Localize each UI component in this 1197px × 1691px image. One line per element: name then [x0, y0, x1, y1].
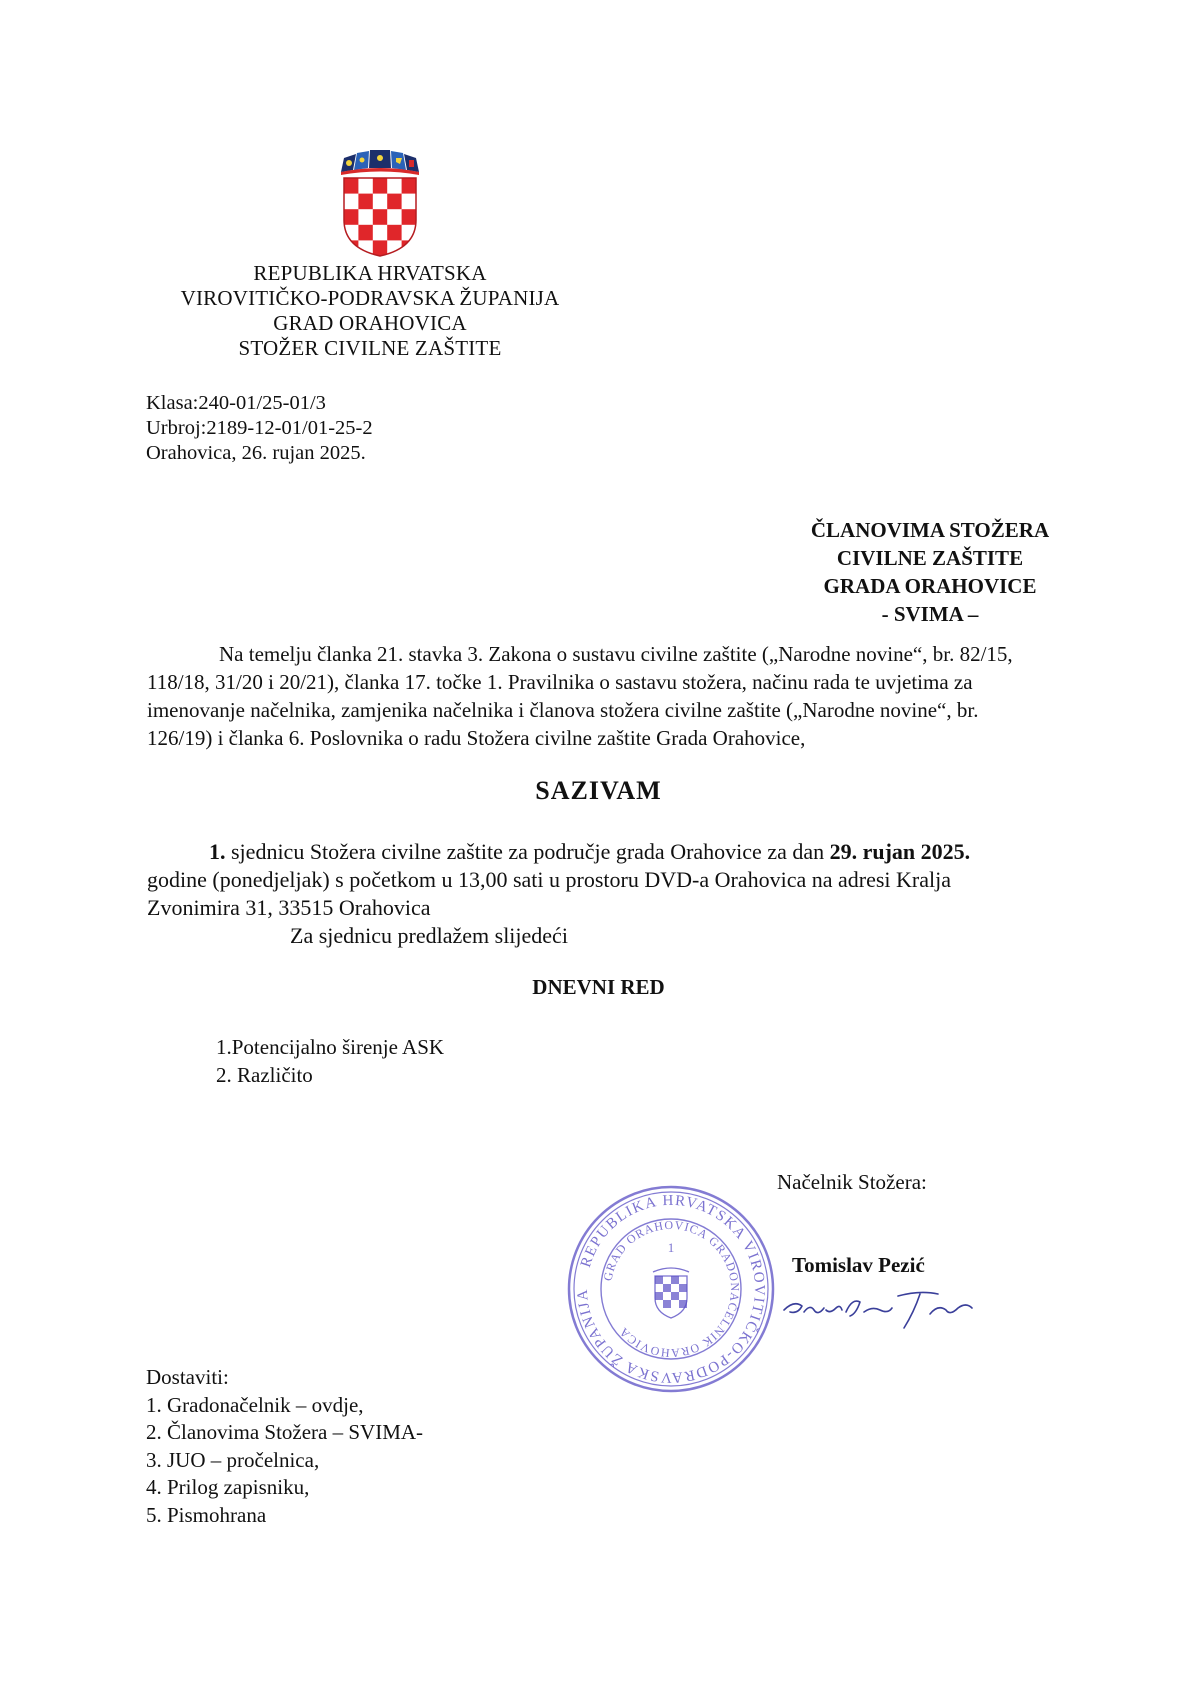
- delivery-title: Dostaviti:: [146, 1365, 229, 1389]
- delivery-item: 4. Prilog zapisniku,: [146, 1475, 310, 1499]
- handwritten-signature-icon: [780, 1290, 980, 1336]
- sazivam-heading: SAZIVAM: [535, 776, 662, 805]
- recipient-line: - SVIMA –: [881, 602, 979, 626]
- session-date: 29. rujan 2025.: [829, 839, 971, 864]
- session-number: 1.: [209, 839, 226, 864]
- paragraph-line: 126/19) i članka 6. Poslovnika o radu Stožera civilne zaštite Grada Orahovice,: [147, 726, 806, 750]
- recipient-line: ČLANOVIMA STOŽERA: [810, 518, 1050, 542]
- document-date: Orahovica, 26. rujan 2025.: [146, 442, 366, 464]
- delivery-item: 2. Članovima Stožera – SVIMA-: [146, 1420, 424, 1444]
- document-references: [146, 391, 373, 466]
- paragraph-line: Zvonimira 31, 33515 Orahovica: [147, 895, 431, 920]
- paragraph-line: Na temelju članka 21. stavka 3. Zakona o sustavu civilne zaštite („Narodne novine“, br. 82/15,: [219, 642, 1013, 666]
- klasa: Klasa:240-01/25-01/3: [146, 392, 326, 414]
- letterhead-department: STOŽER CIVILNE ZAŠTITE: [238, 336, 502, 360]
- letterhead-county: VIROVITIČKO-PODRAVSKA ŽUPANIJA: [180, 286, 560, 310]
- delivery-list: [146, 1364, 423, 1529]
- session-paragraph: [147, 838, 1067, 950]
- paragraph-line: godine (ponedjeljak) s početkom u 13,00 sati u prostoru DVD-a Orahovica na adresi Kralja: [147, 867, 951, 892]
- letterhead: [160, 261, 580, 361]
- agenda-list: [216, 1033, 444, 1089]
- stamp-number: 1: [667, 1240, 675, 1255]
- paragraph-line: [147, 838, 1067, 866]
- stamp-outer-text: REPUBLIKA HRVATSKA VIROVITIČKO-PODRAVSKA ŽUPANIJA: [574, 1192, 768, 1386]
- urbroj: Urbroj:2189-12-01/01-25-2: [146, 417, 373, 439]
- legal-basis-paragraph: [147, 640, 1057, 752]
- official-stamp-icon: [565, 1180, 777, 1398]
- paragraph-line: imenovanje načelnika, zamjenika načelnika i članova stožera civilne zaštite („Narodne novine“, br.: [147, 698, 979, 722]
- signatory-name: Tomislav Pezić: [792, 1253, 925, 1277]
- session-text: sjednicu Stožera civilne zaštite za područje grada Orahovice za dan: [225, 839, 830, 864]
- paragraph-line: 118/18, 31/20 i 20/21), članka 17. točke 1. Pravilnika o sastavu stožera, načinu rada te uvjetima za: [147, 670, 973, 694]
- agenda-item: 1.Potencijalno širenje ASK: [216, 1035, 445, 1059]
- paragraph-line: Za sjednicu predlažem slijedeći: [290, 923, 568, 948]
- delivery-item: 5. Pismohrana: [146, 1502, 267, 1527]
- croatian-coat-of-arms-icon: [338, 148, 422, 258]
- letterhead-city: GRAD ORAHOVICA: [273, 311, 467, 335]
- delivery-item: 1. Gradonačelnik – ovdje,: [146, 1392, 364, 1417]
- signatory-title: Načelnik Stožera:: [777, 1170, 927, 1194]
- letterhead-country: REPUBLIKA HRVATSKA: [253, 261, 487, 285]
- recipient-line: GRADA ORAHOVICE: [823, 574, 1037, 598]
- delivery-item: 3. JUO – pročelnica,: [146, 1447, 320, 1472]
- agenda-heading: DNEVNI RED: [532, 975, 665, 999]
- recipient-block: [780, 516, 1080, 628]
- agenda-item: 2. Različito: [216, 1063, 313, 1087]
- recipient-line: CIVILNE ZAŠTITE: [836, 546, 1024, 570]
- stamp-inner-text: GRAD ORAHOVICA GRADONAČELNIK ORAHOVICA: [600, 1217, 743, 1361]
